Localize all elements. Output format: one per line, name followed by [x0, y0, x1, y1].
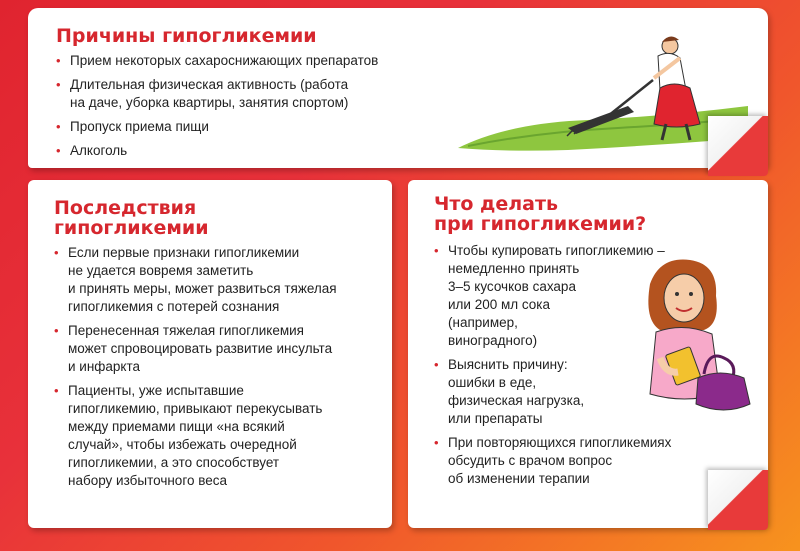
list-item: • Пациенты, уже испытавшие гипогликемию, привыкают перекусывать между приемами пищи «на всякий случай», чтобы избежать очередной гипогликемии, а это способствует набору избыточного веса	[54, 383, 323, 488]
bullet-icon: •	[56, 119, 61, 134]
consequences-list	[54, 244, 384, 496]
list-item: • Длительная физическая активность (работа на даче, уборка квартиры, занятия спортом)	[56, 77, 349, 110]
list-item: • Если первые признаки гипогликемии не удается вовремя заметить и принять меры, может развиться тяжелая гипогликемия с потерей сознания	[54, 245, 337, 314]
list-item: • Алкоголь	[56, 143, 128, 158]
list-item: • Чтобы купировать гипогликемию – немедленно принять 3–5 кусочков сахара или 200 мл сока (например, виноградного)	[434, 243, 665, 348]
bullet-icon: •	[54, 245, 59, 260]
page-curl-decoration	[708, 470, 768, 530]
bullet-icon: •	[434, 357, 439, 372]
bullet-icon: •	[56, 143, 61, 158]
list-item: • При повторяющихся гипогликемиях обсудить с врачом вопрос об изменении терапии	[434, 435, 672, 486]
bullet-icon: •	[56, 77, 61, 92]
causes-card	[28, 8, 768, 168]
list-item: • Выяснить причину: ошибки в еде, физическая нагрузка, или препараты	[434, 357, 585, 426]
consequences-card	[28, 180, 392, 528]
bullet-icon: •	[56, 53, 61, 68]
page-curl-decoration	[708, 116, 768, 176]
bullet-icon: •	[434, 435, 439, 450]
consequences-title: Последствия гипогликемии	[54, 197, 209, 239]
actions-title: Что делать при гипогликемии?	[434, 193, 647, 235]
causes-list	[56, 52, 486, 166]
bullet-icon: •	[54, 323, 59, 338]
bullet-icon: •	[54, 383, 59, 398]
woman-with-purse-illustration	[620, 254, 760, 424]
list-item: • Пропуск приема пищи	[56, 119, 209, 134]
list-item: • Перенесенная тяжелая гипогликемия может спровоцировать развитие инсульта и инфаркта	[54, 323, 333, 374]
bullet-icon: •	[434, 243, 439, 258]
list-item: • Прием некоторых сахароснижающих препаратов	[56, 53, 379, 68]
causes-title: Причины гипогликемии	[56, 25, 317, 47]
